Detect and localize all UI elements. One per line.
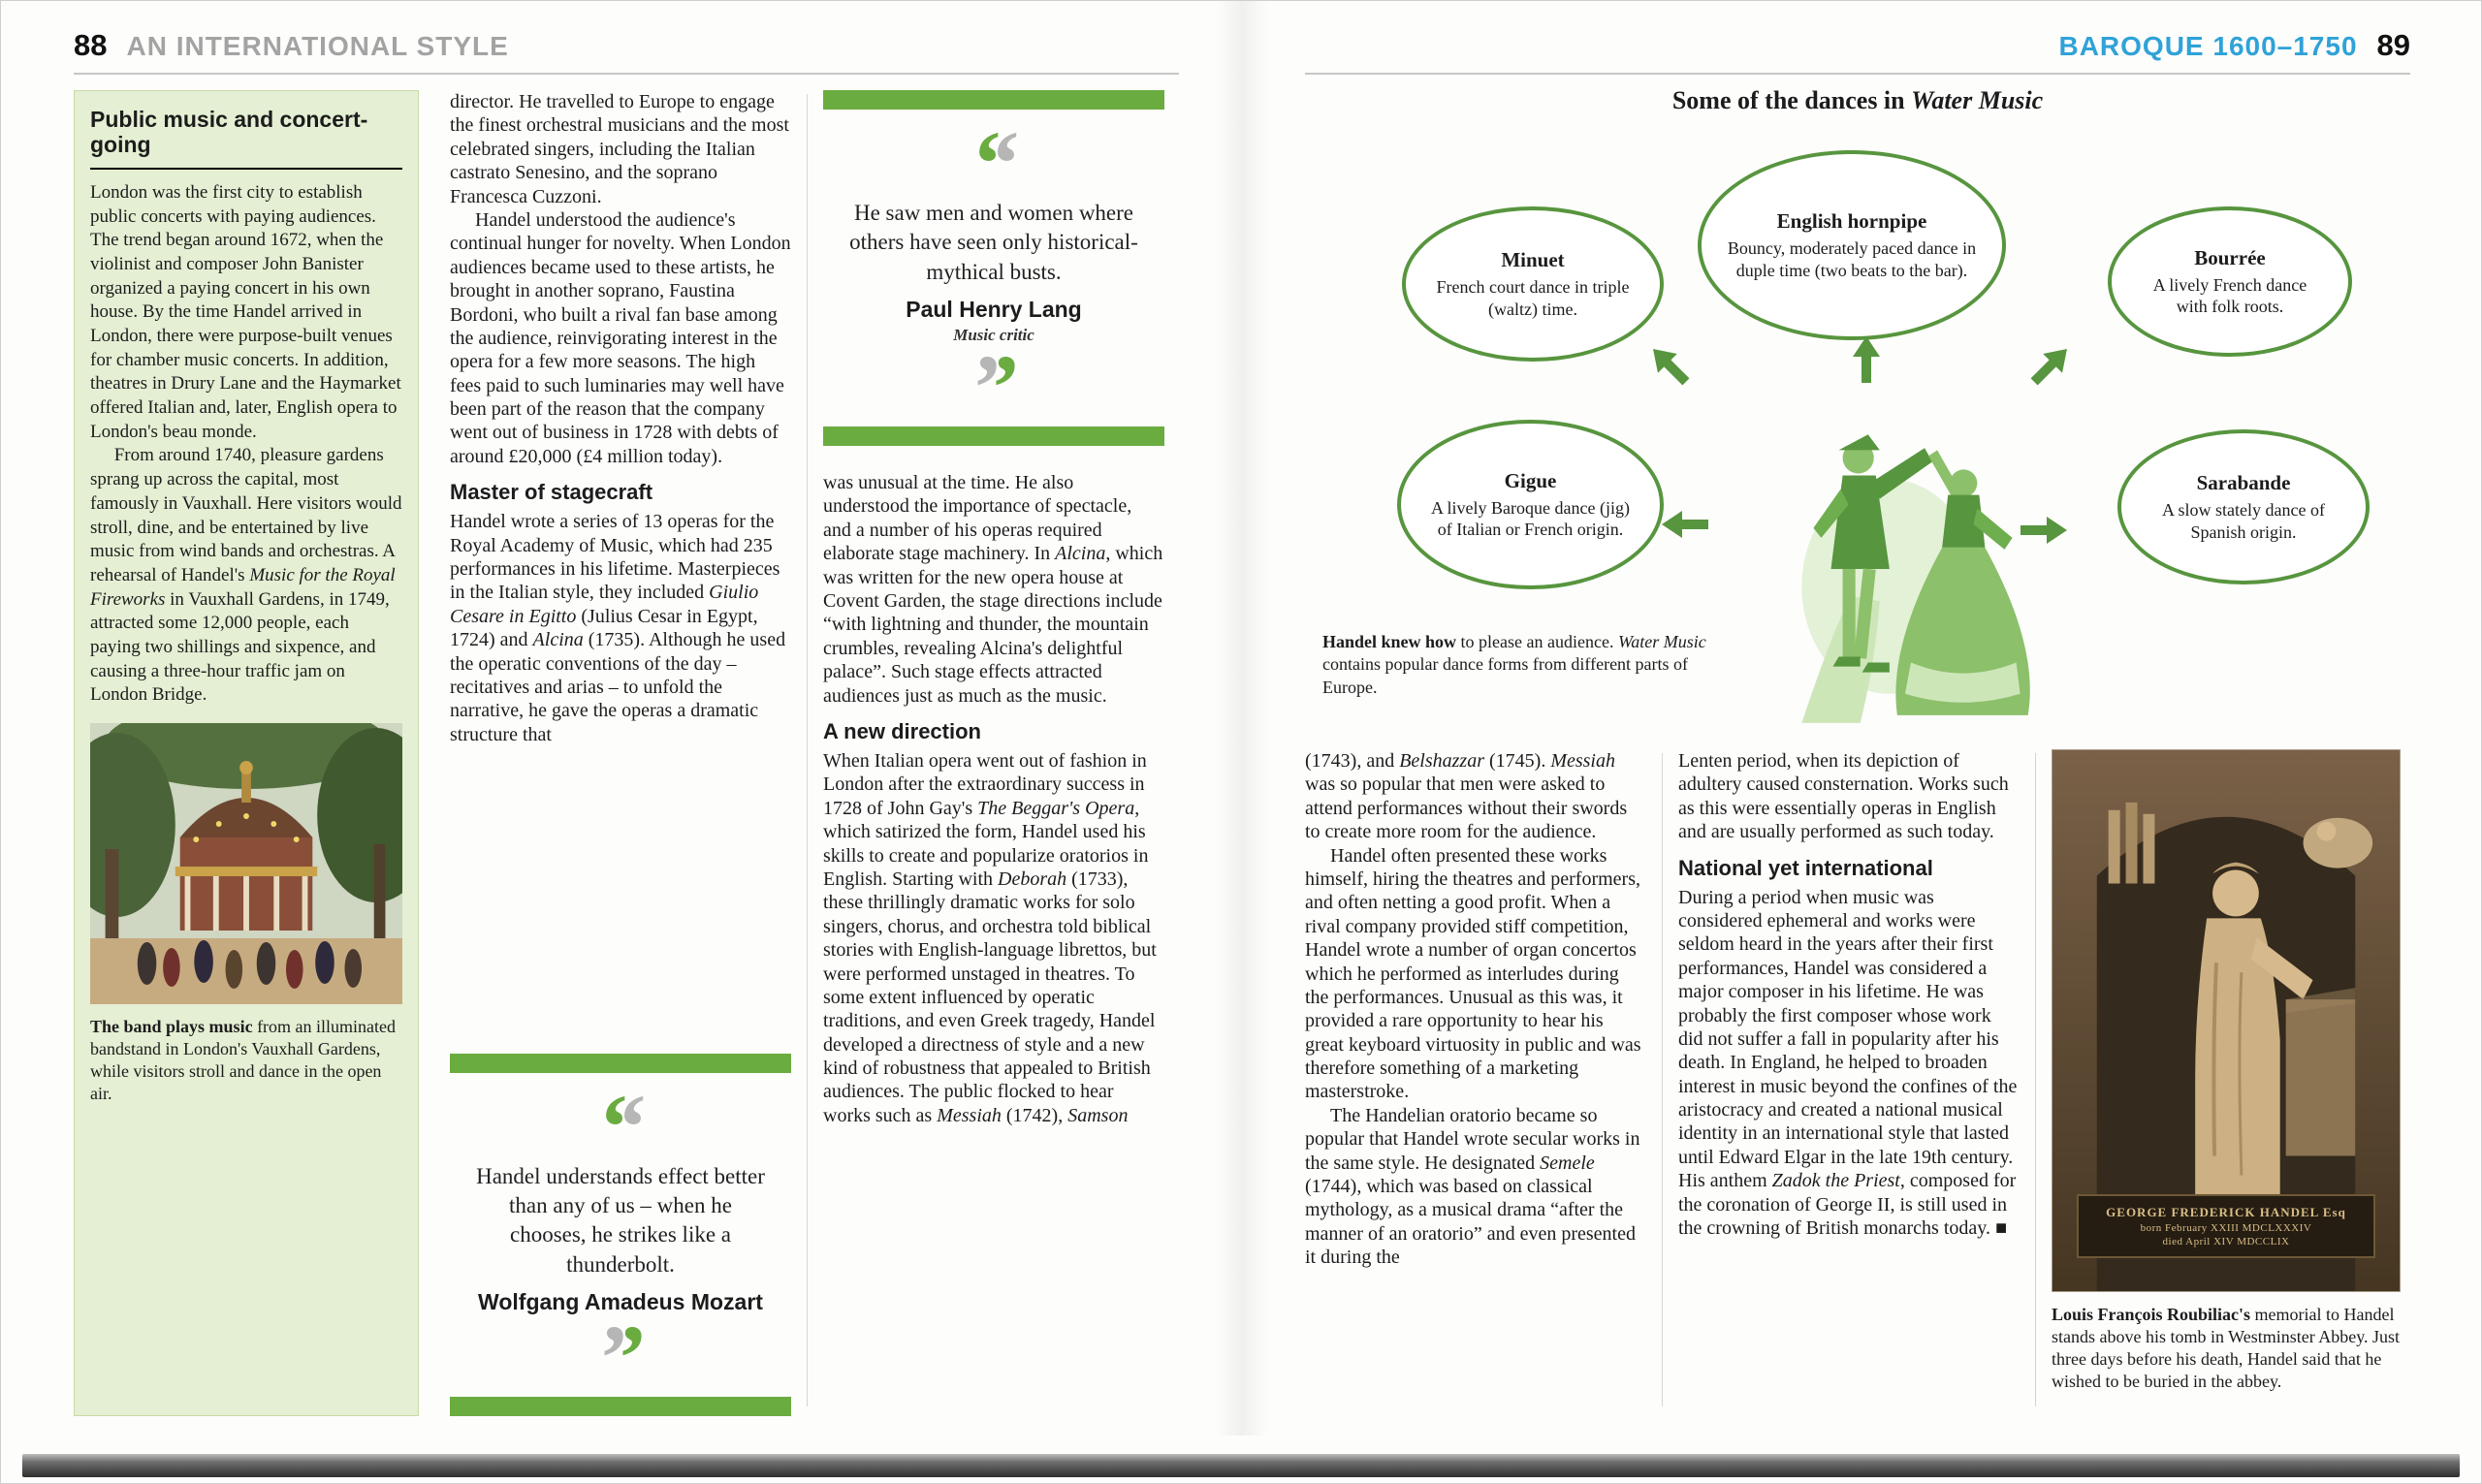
lang-quote-block [823,90,1164,446]
dancers-illustration [1743,398,2084,736]
diagram-caption: Handel knew how to please an audience. Water Music contains popular dance forms from different parts of Europe. [1322,632,1706,697]
page-number-right: 89 [2376,28,2410,62]
header-rule-left [74,73,1179,75]
left-column-3 [823,90,1164,1416]
plaque-line: born February XXIII MDCLXXXIV [2140,1222,2312,1234]
paragraph: was unusual at the time. He also understood the importance of spectacle, and a number of his operas required elaborate stage machinery. In Alcina, which was written for the new opera house at Covent Garden, the stage directions include “with lightning and thunder, the mountain crumbles, revealing Alcina's delightful palace”. Such stage effects attracted audiences just as much as the music. [823,472,1163,707]
dance-node-english-hornpipe [1698,150,2006,340]
column-divider [807,94,808,1406]
dance-node-sarabande [2117,429,2370,584]
quote-text: He saw men and women where others have seen only historical-mythical busts. [849,201,1138,284]
book-bottom-edge [22,1454,2460,1477]
quote-divider-bar [823,90,1164,110]
paragraph: (1743), and Belshazzar (1745). Messiah was so popular that men were asked to attend performances without their swords to create more room for the audience. [1305,750,1628,843]
dance-description: Bouncy, moderately paced dance in duple time (two beats to the bar). [1727,238,1977,280]
paragraph: Lenten period, when its depiction of adultery caused consternation. Works such as this were essentially operas in English and are usually performed as such today. [1678,750,2009,843]
paragraph: When Italian opera went out of fashion in London after the extraordinary success in 1728 of John Gay's The Beggar's Opera, which satirized the form, Handel used his skills to create and popularize oratorios in English. Starting with Deborah (1733), these thrillingly dramatic works for solo singers, chorus, and orchestra told biblical stories with English-language librettos, but were performed unstaged in theatres. To some extent influenced by operatic traditions, and even Greek tragedy, Handel developed a directness of style and a new kind of robustness that appealed to British audiences. The public flocked to hear works such as Messiah (1742), Samson [823,749,1157,1126]
dance-description: A lively French dance with folk roots. [2152,274,2307,316]
right-page-columns [1305,749,2410,1416]
dance-name: Minuet [1501,248,1565,271]
vauxhall-image-caption: The band plays music from an illuminated bandstand in London's Vauxhall Gardens, while visitors stroll and dance in the open air. [90,1017,397,1104]
page-left [74,28,1179,1420]
dance-node-gigue [1397,420,1664,589]
arrow-up-right-icon [2023,338,2079,394]
right-column-1 [1305,749,1646,1416]
left-column-2 [450,90,791,1416]
paragraph: During a period when music was considered ephemeral and works were seldom heard in the years after their first performances, Handel was considered a major composer in his lifetime. He was probably the first composer whose work did not suffer a fall in popularity after his death. In England, he helped to broaden interest in music beyond the confines of the aristocracy and created a national musical identity in an international style that lasted until Edward Elgar in the late 19th century. His anthem Zadok the Priest, composed for the coronation of George II, is still used in the crowning of British monarchs today. ■ [1678,886,2018,1240]
dance-name: English hornpipe [1776,209,1927,233]
plaque-line: GEORGE FREDERICK HANDEL Esq [2106,1205,2346,1219]
paragraph: director. He travelled to Europe to engage the finest orchestral musicians and the most celebrated singers, including the Italian castrato Senesino, and the soprano Francesca Cuzzoni. [450,91,789,207]
dance-name: Gigue [1504,468,1557,492]
diagram-title: Some of the dances in Water Music [1671,86,2044,114]
arrow-up-left-icon [1642,338,1698,394]
arrow-left-icon [1662,509,1708,540]
paragraph: Handel wrote a series of 13 operas for the Royal Academy of Music, which had 235 performances in his lifetime. Masterpieces in the Italian style, they included Giulio Cesare in Egitto (Julius Cesar in Egypt, 1724) and Alcina (1735). Although he used the operatic conventions of the day – recitatives and arias – to unfold the narrative, he gave the operas a dramatic structure that [450,511,786,745]
sidebar-paragraph: London was the first city to establish public concerts with paying audiences. The trend began around 1672, when the violinist and composer John Banister organized a paying concert in his own house. By the time Handel arrived in London, there were purpose-built venues for chamber music concerts. In addition, theatres in Drury Lane and the Haymarket offered Italian and, later, English opera to London's beau monde. [90,181,401,442]
page-right [1305,28,2410,1420]
quote-attribution: Paul Henry Lang [906,297,1082,323]
memorial-image-caption: Louis François Roubiliac's memorial to Handel stands above his tomb in Westminster Abbey. Just three days before his death, Handel said that he wished to be buried in the abbey. [2052,1305,2401,1392]
section-title-left: AN INTERNATIONAL STYLE [126,31,509,61]
subheading-a-new-direction: A new direction [823,718,981,743]
sidebar-panel [74,90,419,1416]
section-title-right: BAROQUE 1600–1750 [2058,31,2358,61]
vauxhall-figure [90,723,402,1105]
vauxhall-bandstand-image [90,723,402,1004]
sidebar-paragraph: From around 1740, pleasure gardens sprang up across the capital, most famously in Vauxhall. Here visitors would stroll, dine, and be entertained by live music from wind bands and orchestras. A rehearsal of Handel's Music for the Royal Fireworks in Vauxhall Gardens, in 1749, attracted some 12,000 people, each paying two shillings and sixpence, and causing a three-hour traffic jam on London Bridge. [90,445,402,706]
dance-description: French court dance in triple (waltz) time. [1436,277,1630,319]
dance-name: Bourrée [2194,245,2266,269]
close-quote-icon: ’’ [971,335,1016,440]
handel-memorial-image [2052,749,2401,1292]
quote-divider-bar [450,1054,791,1073]
water-music-diagram [1305,80,2410,749]
page-gutter [1215,1,1269,1436]
header-rule-right [1305,73,2410,75]
subheading-national-yet-international: National yet international [1678,855,1933,880]
mozart-quote-block [450,1054,791,1416]
page-right-header [1305,28,2410,73]
right-column-3 [2052,749,2401,1416]
memorial-plaque [2077,1194,2375,1258]
quote-attribution: Wolfgang Amadeus Mozart [478,1289,763,1314]
dance-node-bourree [2108,206,2352,357]
subheading-master-of-stagecraft: Master of stagecraft [450,480,653,505]
sidebar-title: Public music and concert-going [90,107,402,170]
dance-description: A slow stately dance of Spanish origin. [2162,500,2325,542]
page-left-header [74,28,1179,73]
column-divider [2035,753,2036,1406]
arrow-up-icon [1851,336,1882,383]
page-number-left: 88 [74,28,108,62]
close-quote-icon: ’’ [598,1306,643,1409]
dance-node-minuet [1402,206,1664,362]
right-column-2 [1678,749,2020,1416]
quote-attribution-role: Music critic [953,326,1034,345]
paragraph: Handel understood the audience's continual hunger for novelty. When London audiences became used to these artists, he brought in another soprano, Faustina Bordoni, who built a rival fan base among the audience, reinvigorating interest in the opera for a few more seasons. The high fees paid to such luminaries may well have been part of the reason that the company went out of business in 1728 with debts of around £20,000 (£4 million today). [450,208,791,467]
dance-name: Sarabande [2196,471,2291,494]
dance-description: A lively Baroque dance (jig) of Italian or French origin. [1431,497,1630,539]
paragraph: Handel often presented these works himself, hiring the theatres and performers, and often netting a good profit. When a rival company provided stiff competition, Handel wrote a number of organ concertos which he performed as interludes during the performances. Unusual as this was, it provided a rare opportunity to hear his great keyboard virtuosity in public and was therefore something of a marketing masterstroke. [1305,844,1641,1103]
paragraph: The Handelian oratorio became so popular that Handel wrote secular works in the same style. He designated Semele (1744), which was based on classical mythology, as a musical drama “after the manner of an oratorio” and even presented it during the [1305,1104,1640,1269]
quote-text: Handel understands effect better than any of us – when he chooses, he strikes like a thunderbolt. [476,1163,765,1277]
open-quote-icon: ‘‘ [971,111,1016,215]
plaque-line: died April XIV MDCCLIX [2162,1236,2290,1247]
column-divider [1662,753,1663,1406]
left-page-columns [74,90,1179,1416]
open-quote-icon: ‘‘ [598,1074,643,1179]
